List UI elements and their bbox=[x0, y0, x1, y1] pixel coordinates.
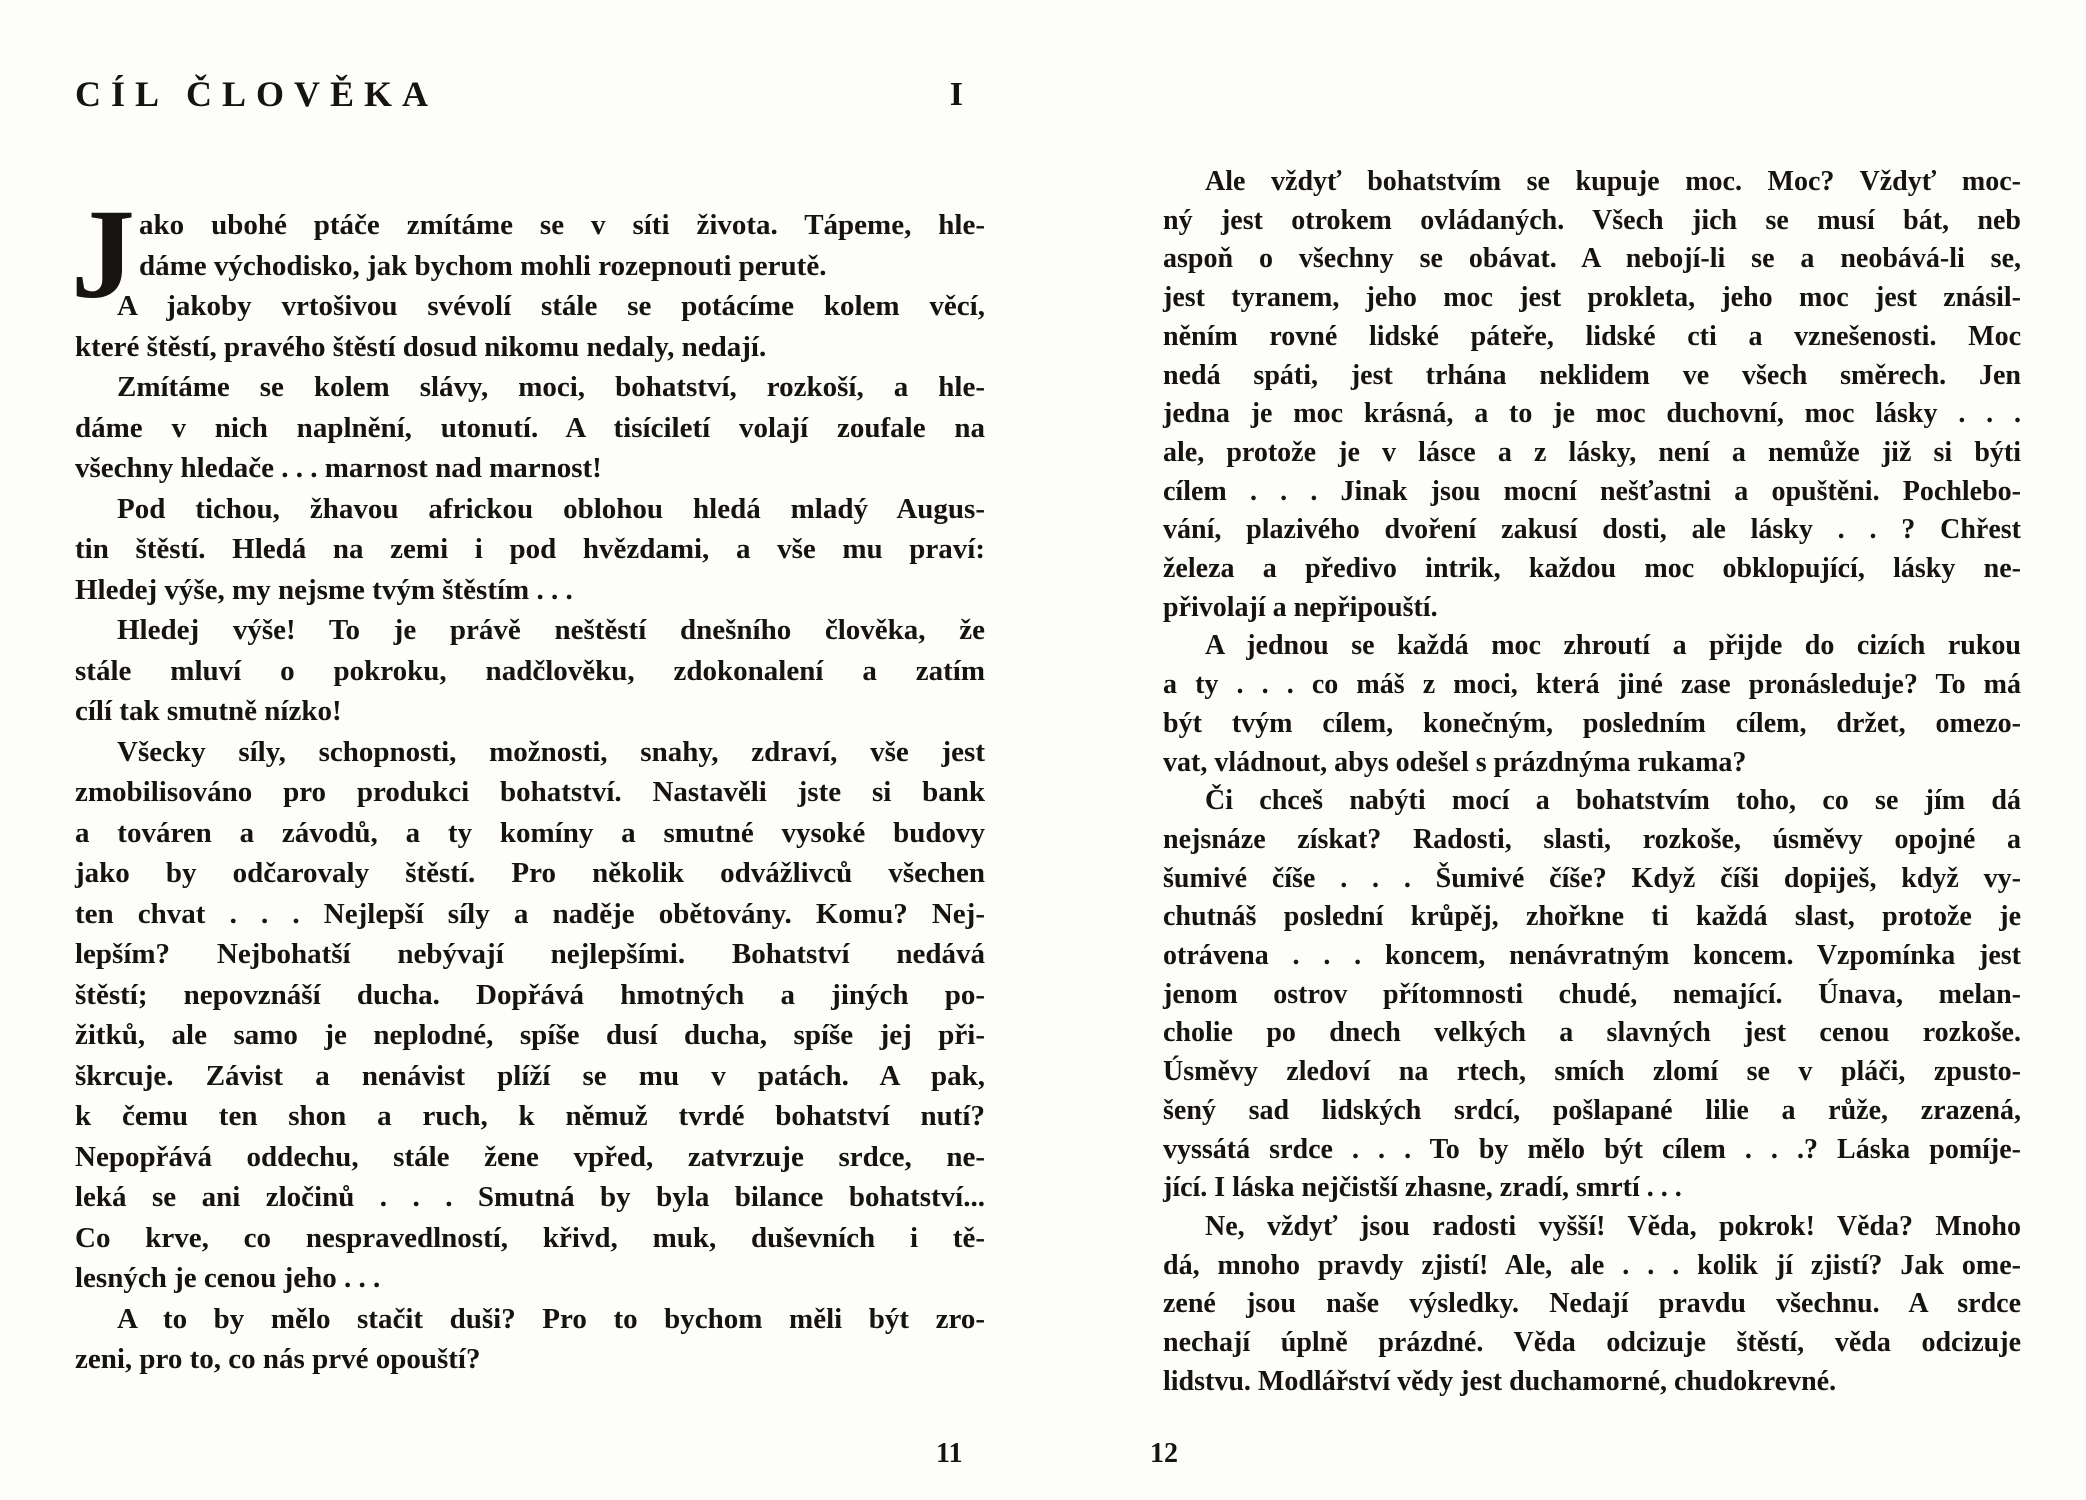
text-line: lepším? Nejbohatší nebývají nejlepšími. Bohatství nedává bbox=[75, 938, 985, 970]
text-line: jící. I láska nejčistší zhasne, zradí, smrtí . . . bbox=[1163, 1172, 1682, 1204]
text-line: něním rovné lidské páteře, lidské cti a vznešenosti. Moc bbox=[1163, 320, 2021, 352]
text-line: dá, mnoho pravdy zjistí! Ale, ale . . . kolik jí zjistí? Jak ome- bbox=[1163, 1249, 2021, 1281]
text-line: nejsnáze získat? Radosti, slasti, rozkoše, úsměvy opojné a bbox=[1163, 823, 2021, 855]
text-line: dáme východisko, jak bychom mohli rozepnouti perutě. bbox=[139, 249, 827, 282]
paragraph bbox=[1163, 163, 2021, 627]
text-line: tin štěstí. Hledá na zemi i pod hvězdami, a vše mu praví: bbox=[75, 533, 985, 565]
text-line: nedá spáti, jest trhána neklidem ve všech směrech. Jen bbox=[1163, 359, 2021, 391]
text-line: vyssátá srdce . . . To by mělo být cílem . . .? Láska pomíje- bbox=[1163, 1133, 2021, 1165]
text-line: cílí tak smutně nízko! bbox=[75, 695, 342, 727]
left-page-body bbox=[71, 183, 985, 1380]
text-line: Hledej výše! To je právě neštěstí dnešního člověka, že bbox=[117, 614, 985, 646]
text-line: A jakoby vrtošivou svévolí stále se potácíme kolem věcí, bbox=[117, 290, 985, 322]
text-line: ten chvat . . . Nejlepší síly a naděje obětovány. Komu? Nej- bbox=[75, 897, 985, 930]
text-line: všechny hledače . . . marnost nad marnost! bbox=[75, 452, 602, 484]
paragraph bbox=[75, 1299, 985, 1380]
page-number-left: 11 bbox=[936, 1438, 963, 1469]
text-line: ale, protože je v lásce a z lásky, není a nemůže již si býti bbox=[1163, 436, 2021, 468]
text-line: Co krve, co nespravedlností, křivd, muk, duševních i tě- bbox=[75, 1221, 985, 1254]
text-line: Nepopřává oddechu, stále žene vpřed, zatvrzuje srdce, ne- bbox=[75, 1140, 985, 1173]
text-line: a továren a závodů, a ty komíny a smutné vysoké budovy bbox=[75, 816, 985, 849]
text-line: které štěstí, pravého štěstí dosud nikomu nedaly, nedají. bbox=[75, 330, 767, 363]
text-line: a ty . . . co máš z moci, která jiné zase pronásleduje? To má bbox=[1163, 669, 2021, 701]
paragraph bbox=[75, 489, 985, 611]
paragraph bbox=[1163, 627, 2021, 782]
paragraph bbox=[75, 367, 985, 489]
text-line: zené jsou naše výsledky. Nedají pravdu všechnu. A srdce bbox=[1163, 1288, 2021, 1320]
text-line: Ale vždyť bohatstvím se kupuje moc. Moc? Vždyť moc- bbox=[1205, 166, 2021, 197]
text-line: Zmítáme se kolem slávy, moci, bohatství, rozkoší, a hle- bbox=[117, 371, 985, 403]
text-line: šumivé číše . . . Šumivé číše? Když číši dopiješ, když vy- bbox=[1163, 862, 2021, 894]
text-line: leká se ani zločinů . . . Smutná by byla bilance bohatství... bbox=[75, 1181, 985, 1213]
text-line: žitků, ale samo je neplodné, spíše dusí ducha, spíše jej při- bbox=[75, 1019, 985, 1051]
paragraph bbox=[75, 732, 985, 1299]
paragraph bbox=[75, 286, 985, 367]
text-line: cílem . . . Jinak jsou mocní nešťastni a opuštěni. Pochlebo- bbox=[1163, 475, 2021, 507]
text-line: Úsměvy zledoví na rtech, smích zlomí se v pláči, zpusto- bbox=[1163, 1056, 2021, 1088]
drop-cap: J bbox=[71, 183, 135, 325]
text-line: jedna je moc krásná, a to je moc duchovní, moc lásky . . . bbox=[1163, 398, 2021, 430]
text-line: štěstí; nepovznáší ducha. Dopřává hmotných a jiných po- bbox=[75, 978, 985, 1011]
text-line: chutnáš poslední krůpěj, zhořkne ti každá slast, protože je bbox=[1163, 901, 2021, 933]
text-line: Hledej výše, my nejsme tvým štěstím . . . bbox=[75, 573, 573, 606]
text-line: škrcuje. Závist a nenávist plíží se mu v patách. A pak, bbox=[75, 1059, 985, 1092]
text-line: lesných je cenou jeho . . . bbox=[75, 1262, 381, 1294]
text-line: Či chceš nabýti mocí a bohatstvím toho, co se jím dá bbox=[1205, 785, 2021, 817]
paragraph bbox=[75, 610, 985, 732]
paragraph bbox=[1163, 782, 2021, 1208]
text-line: A to by mělo stačit duši? Pro to bychom měli být zro- bbox=[117, 1302, 985, 1335]
text-line: šený sad lidských srdcí, pošlapané lilie a růže, zrazená, bbox=[1163, 1094, 2021, 1126]
text-line: cholie po dnech velkých a slavných jest cenou rozkoše. bbox=[1163, 1017, 2021, 1049]
paragraph bbox=[1163, 1208, 2021, 1402]
text-line: zeni, pro to, co nás prvé opouští? bbox=[75, 1343, 481, 1375]
text-line: ako ubohé ptáče zmítáme se v síti života. Tápeme, hle- bbox=[139, 209, 985, 241]
text-line: k čemu ten shon a ruch, k němuž tvrdé bohatství nutí? bbox=[75, 1100, 985, 1132]
text-line: přivolají a nepřipouští. bbox=[1163, 591, 1438, 623]
text-line: stále mluví o pokroku, nadčlověku, zdokonalení a zatím bbox=[75, 654, 985, 687]
text-line: být tvým cílem, konečným, posledním cílem, držet, omezo- bbox=[1163, 707, 2021, 739]
section-numeral: I bbox=[949, 76, 963, 113]
text-line: zmobilisováno pro produkci bohatství. Nastavěli jste si bank bbox=[75, 776, 985, 808]
text-line: dáme v nich naplnění, utonutí. A tisíciletí volají zoufale na bbox=[75, 411, 985, 444]
text-line: jako by odčarovaly štěstí. Pro několik odvážlivců všechen bbox=[75, 857, 985, 889]
right-page-body bbox=[1163, 163, 2021, 1402]
text-line: železa a předivo intrik, každou moc obklopující, lásky ne- bbox=[1163, 553, 2021, 585]
page-number-right: 12 bbox=[1150, 1438, 1178, 1469]
text-line: nechají úplně prázdné. Věda odcizuje štěstí, věda odcizuje bbox=[1163, 1327, 2021, 1359]
chapter-title: CÍL ČLOVĚKA bbox=[75, 74, 439, 114]
text-line: A jednou se každá moc zhroutí a přijde do cizích rukou bbox=[1205, 630, 2021, 662]
text-line: otrávena . . . koncem, nenávratným koncem. Vzpomínka jest bbox=[1163, 940, 2021, 972]
text-line: Ne, vždyť jsou radosti vyšší! Věda, pokrok! Věda? Mnoho bbox=[1205, 1210, 2021, 1242]
text-line: vat, vládnout, abys odešel s prázdnýma rukama? bbox=[1163, 746, 1747, 778]
text-line: ný jest otrokem ovládaných. Všech jich se musí bát, neb bbox=[1163, 204, 2021, 236]
text-line: aspoň o všechny se obávat. A nebojí-li se a neobává-li se, bbox=[1163, 243, 2021, 275]
text-line: lidstvu. Modlářství vědy jest duchamorné, chudokrevné. bbox=[1163, 1365, 1837, 1397]
left-page-header bbox=[75, 76, 985, 120]
text-line: jest tyranem, jeho moc jest prokleta, jeho moc jest znásil- bbox=[1163, 282, 2021, 314]
text-line: jenom ostrov přítomnosti chudé, nemající. Únava, melan- bbox=[1163, 978, 2021, 1010]
text-line: Všecky síly, schopnosti, možnosti, snahy, zdraví, vše jest bbox=[117, 735, 985, 768]
text-line: Pod tichou, žhavou africkou oblohou hledá mladý Augus- bbox=[117, 492, 985, 525]
text-line: vání, plazivého dvoření zakusí dosti, ale lásky . . ? Chřest bbox=[1163, 514, 2021, 546]
